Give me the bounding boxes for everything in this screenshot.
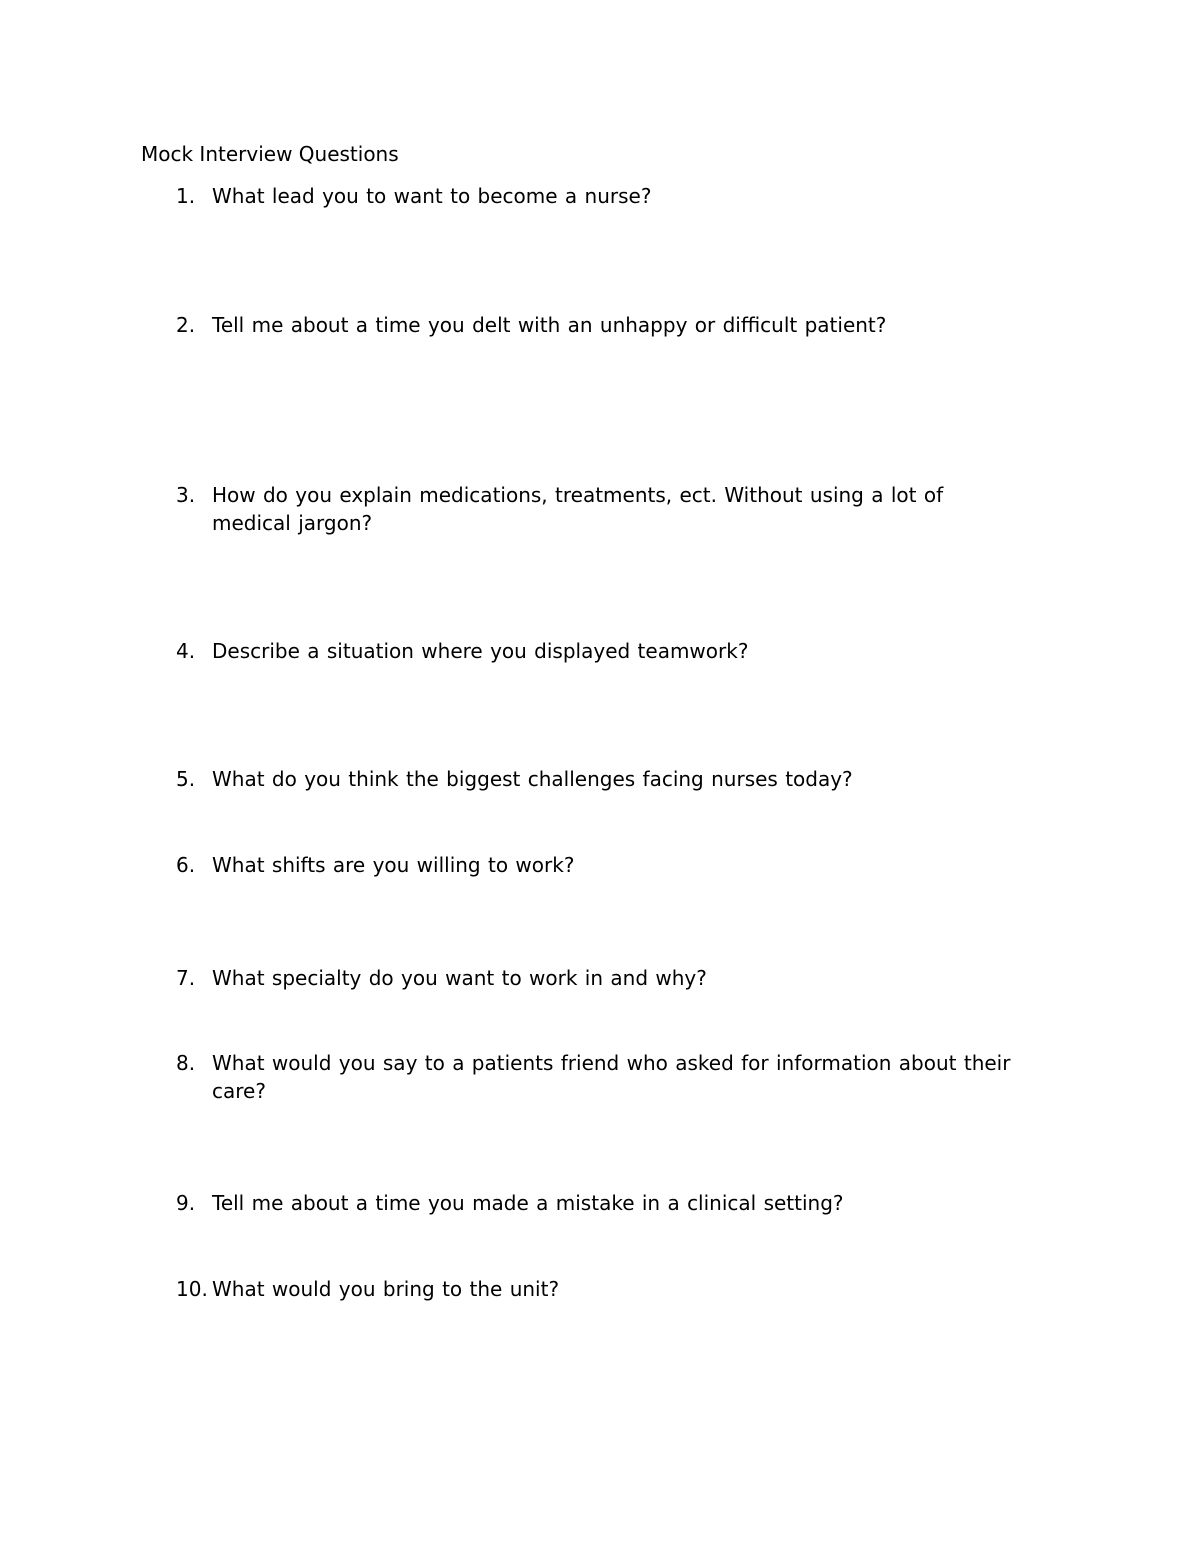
question-item bbox=[176, 182, 1016, 210]
question-text: What lead you to want to become a nurse? bbox=[212, 184, 652, 208]
question-number: 8. bbox=[176, 1051, 196, 1075]
question-item bbox=[176, 1275, 1016, 1303]
question-number: 1. bbox=[176, 184, 196, 208]
question-text: What do you think the biggest challenges facing nurses today? bbox=[212, 767, 853, 791]
question-number: 4. bbox=[176, 639, 196, 663]
question-text: What would you say to a patients friend who asked for information about their care? bbox=[212, 1051, 1011, 1103]
question-item bbox=[176, 637, 1016, 665]
question-text: Tell me about a time you delt with an unhappy or difficult patient? bbox=[212, 313, 887, 337]
question-item bbox=[176, 851, 1016, 879]
question-number: 3. bbox=[176, 483, 196, 507]
question-item bbox=[176, 765, 1016, 793]
question-text: What specialty do you want to work in and why? bbox=[212, 966, 707, 990]
question-number: 9. bbox=[176, 1191, 196, 1215]
question-number: 10. bbox=[176, 1277, 208, 1301]
question-item bbox=[176, 1189, 1016, 1217]
question-item bbox=[176, 311, 1016, 339]
question-item bbox=[176, 964, 1016, 992]
question-text: What shifts are you willing to work? bbox=[212, 853, 575, 877]
question-text: What would you bring to the unit? bbox=[212, 1277, 560, 1301]
question-number: 7. bbox=[176, 966, 196, 990]
question-item bbox=[176, 1049, 1016, 1105]
question-text: Tell me about a time you made a mistake in a clinical setting? bbox=[212, 1191, 844, 1215]
question-number: 2. bbox=[176, 313, 196, 337]
page-title: Mock Interview Questions bbox=[141, 142, 399, 166]
question-text: How do you explain medications, treatments, ect. Without using a lot of medical jargon? bbox=[212, 483, 944, 535]
question-text: Describe a situation where you displayed teamwork? bbox=[212, 639, 749, 663]
question-number: 6. bbox=[176, 853, 196, 877]
question-item bbox=[176, 481, 1016, 537]
question-number: 5. bbox=[176, 767, 196, 791]
